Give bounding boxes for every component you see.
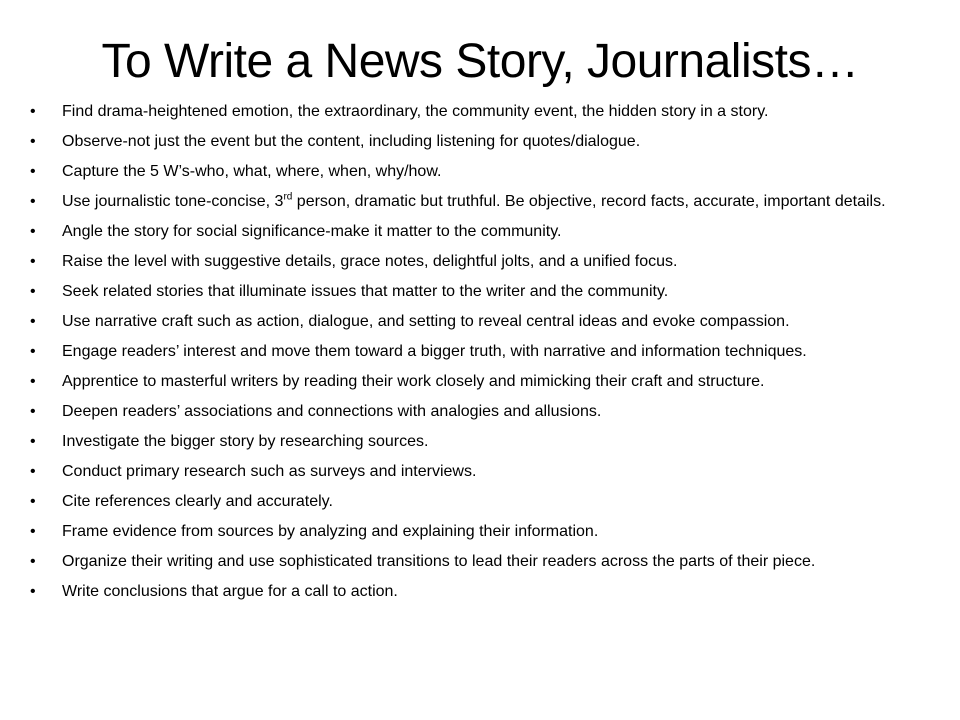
bullet-item	[30, 310, 950, 333]
bullet-text: Frame evidence from sources by analyzing and explaining their information.	[62, 523, 599, 540]
bullet-dot-icon: •	[30, 103, 36, 120]
bullet-text: Conduct primary research such as surveys and interviews.	[62, 463, 477, 480]
bullet-item	[30, 520, 950, 543]
bullet-text: Seek related stories that illuminate issues that matter to the writer and the community.	[62, 283, 669, 300]
bullet-item	[30, 340, 950, 363]
bullet-item	[30, 430, 950, 453]
bullet-dot-icon: •	[30, 253, 36, 270]
bullet-item	[30, 550, 950, 573]
bullet-dot-icon: •	[30, 193, 36, 210]
bullet-item	[30, 370, 950, 393]
bullet-item	[30, 400, 950, 423]
bullet-dot-icon: •	[30, 583, 36, 600]
bullet-text: Organize their writing and use sophisticated transitions to lead their readers across the parts of their piece.	[62, 553, 816, 570]
bullet-dot-icon: •	[30, 373, 36, 390]
bullet-text: Apprentice to masterful writers by reading their work closely and mimicking their craft and structure.	[62, 373, 765, 390]
bullet-item	[30, 160, 950, 183]
bullet-dot-icon: •	[30, 493, 36, 510]
bullet-text-part: person, dramatic but truthful. Be objective, record facts, accurate, important details.	[292, 193, 886, 210]
bullet-item	[30, 100, 950, 123]
bullet-text: Find drama-heightened emotion, the extraordinary, the community event, the hidden story in a story.	[62, 103, 769, 120]
ordinal-superscript: rd	[283, 191, 293, 203]
bullet-item	[30, 460, 950, 483]
bullet-item	[30, 250, 950, 273]
bullet-text: Raise the level with suggestive details, grace notes, delightful jolts, and a unified focus.	[62, 253, 678, 270]
bullet-text: Write conclusions that argue for a call to action.	[62, 583, 398, 600]
bullet-dot-icon: •	[30, 343, 36, 360]
bullet-dot-icon: •	[30, 553, 36, 570]
bullet-text-part: Use journalistic tone-concise, 3	[62, 193, 284, 210]
bullet-dot-icon: •	[30, 403, 36, 420]
slide-title: To Write a News Story, Journalists…	[101, 35, 859, 88]
bullet-item	[30, 580, 950, 603]
bullet-text: Cite references clearly and accurately.	[62, 493, 333, 510]
bullet-item	[30, 220, 950, 243]
bullet-dot-icon: •	[30, 523, 36, 540]
bullet-text: Observe-not just the event but the content, including listening for quotes/dialogue.	[62, 133, 641, 150]
bullet-text: Angle the story for social significance-make it matter to the community.	[62, 223, 562, 240]
bullet-item	[30, 190, 950, 213]
bullet-text: Use narrative craft such as action, dialogue, and setting to reveal central ideas and evoke compassion.	[62, 313, 790, 330]
bullet-dot-icon: •	[30, 223, 36, 240]
bullet-text: Investigate the bigger story by researching sources.	[62, 433, 429, 450]
bullet-text: Capture the 5 W’s-who, what, where, when, why/how.	[62, 163, 442, 180]
bullet-dot-icon: •	[30, 433, 36, 450]
bullet-dot-icon: •	[30, 463, 36, 480]
bullet-text-superscript	[62, 193, 886, 210]
bullet-item	[30, 280, 950, 303]
bullet-dot-icon: •	[30, 313, 36, 330]
bullet-dot-icon: •	[30, 133, 36, 150]
bullet-text: Deepen readers’ associations and connections with analogies and allusions.	[62, 403, 602, 420]
bullet-text: Engage readers’ interest and move them toward a bigger truth, with narrative and information techniques.	[62, 343, 807, 360]
bullet-item	[30, 490, 950, 513]
bullet-list	[30, 100, 950, 610]
bullet-dot-icon: •	[30, 163, 36, 180]
bullet-item	[30, 130, 950, 153]
bullet-dot-icon: •	[30, 283, 36, 300]
